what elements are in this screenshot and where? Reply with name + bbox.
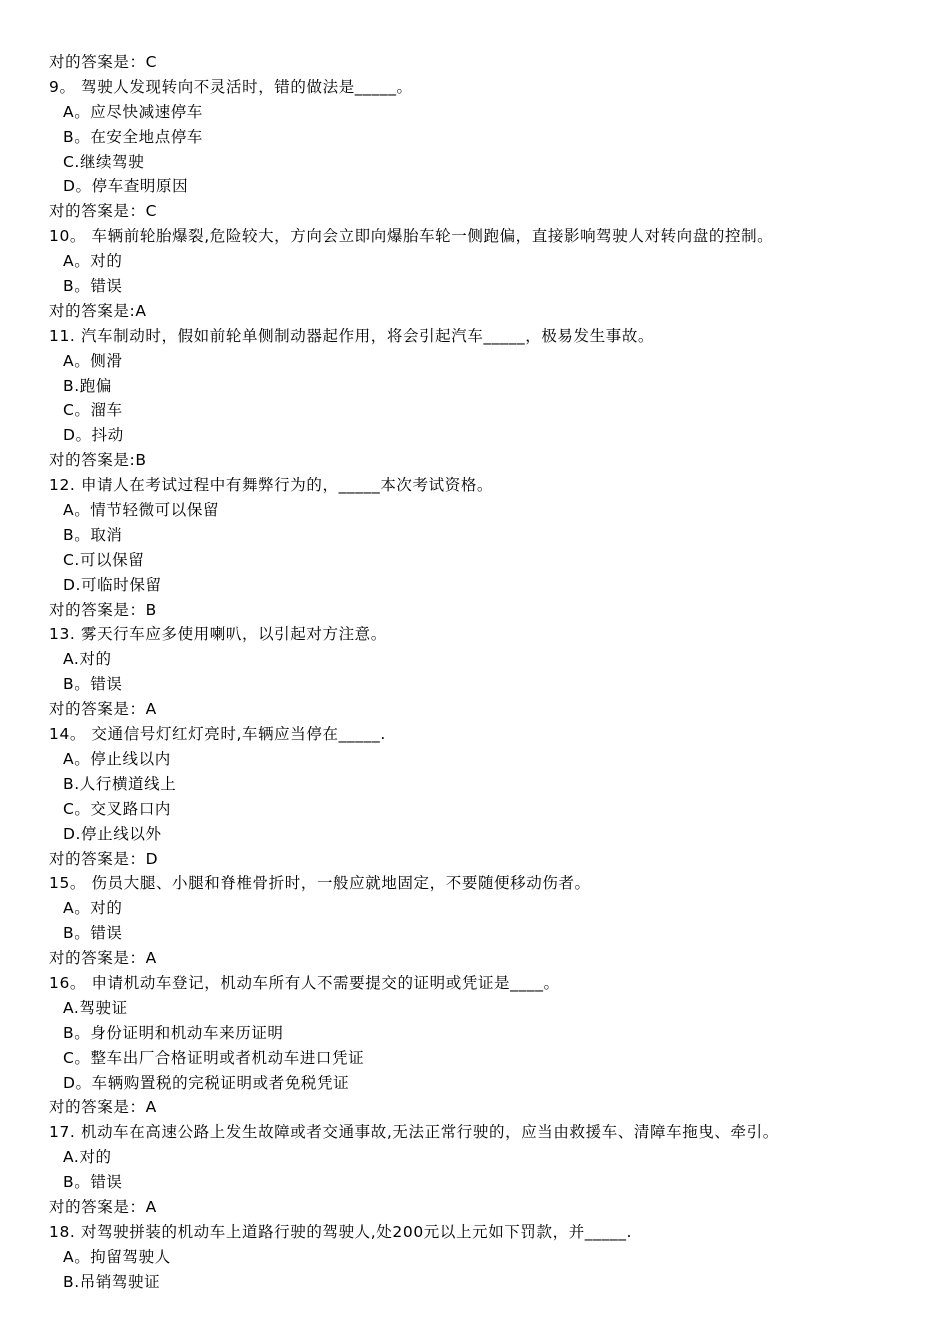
option-line: C.可以保留 (63, 550, 145, 569)
option-line: D。抖动 (63, 426, 124, 445)
question-line: 11. 汽车制动时，假如前轮单侧制动器起作用，将会引起汽车_____，极易发生事故。 (49, 326, 655, 345)
quiz-content (49, 50, 909, 1295)
option-line: D。停车查明原因 (63, 177, 189, 196)
option-line: D.可临时保留 (63, 575, 162, 594)
answer-line: 对的答案是:B (49, 451, 147, 470)
option-line: A。停止线以内 (63, 749, 171, 768)
option-line: B。在安全地点停车 (63, 127, 204, 146)
option-line: B。取消 (63, 525, 123, 544)
option-line: A.对的 (63, 650, 112, 669)
question-line: 12. 申请人在考试过程中有舞弊行为的，_____本次考试资格。 (49, 476, 494, 495)
option-line: B。错误 (63, 277, 123, 296)
question-line: 10。 车辆前轮胎爆裂,危险较大，方向会立即向爆胎车轮一侧跑偏，直接影响驾驶人对转向盘的控制。 (49, 227, 774, 246)
option-line: A。侧滑 (63, 351, 123, 370)
question-line: 9。 驾驶人发现转向不灵活时，错的做法是_____。 (49, 77, 413, 96)
option-line: B。错误 (63, 1173, 123, 1192)
option-line: B。错误 (63, 675, 123, 694)
option-line: A。应尽快减速停车 (63, 102, 204, 121)
question-line: 15。 伤员大腿、小腿和脊椎骨折时，一般应就地固定，不要随便移动伤者。 (49, 874, 591, 893)
option-line: C.继续驾驶 (63, 152, 145, 171)
option-line: A。对的 (63, 899, 123, 918)
answer-line: 对的答案是：C (49, 202, 158, 221)
question-line: 18. 对驾驶拼装的机动车上道路行驶的驾驶人,处200元以上元如下罚款，并_____. (49, 1222, 633, 1241)
option-line: C。交叉路口内 (63, 799, 172, 818)
option-line: A.对的 (63, 1148, 112, 1167)
option-line: B。错误 (63, 924, 123, 943)
answer-line: 对的答案是：A (49, 949, 157, 968)
option-line: A。情节轻微可以保留 (63, 501, 220, 520)
answer-line: 对的答案是：A (49, 1098, 157, 1117)
question-line: 16。 申请机动车登记，机动车所有人不需要提交的证明或凭证是____。 (49, 973, 560, 992)
option-line: A.驾驶证 (63, 998, 128, 1017)
question-line: 14。 交通信号灯红灯亮时,车辆应当停在_____. (49, 725, 386, 744)
option-line: B.人行横道线上 (63, 774, 177, 793)
option-line: B。身份证明和机动车来历证明 (63, 1023, 284, 1042)
option-line: A。对的 (63, 252, 123, 271)
option-line: B.吊销驾驶证 (63, 1272, 161, 1291)
answer-line: 对的答案是：A (49, 1197, 157, 1216)
question-line: 13. 雾天行车应多使用喇叭，以引起对方注意。 (49, 625, 387, 644)
answer-line: 对的答案是：C (49, 53, 158, 71)
answer-line: 对的答案是：A (49, 700, 157, 719)
option-line: D。车辆购置税的完税证明或者免税凭证 (63, 1073, 350, 1092)
option-line: B.跑偏 (63, 376, 112, 395)
option-line: C。溜车 (63, 401, 123, 420)
option-line: A。拘留驾驶人 (63, 1247, 171, 1266)
answer-line: 对的答案是:A (49, 301, 147, 320)
option-line: C。整车出厂合格证明或者机动车进口凭证 (63, 1048, 365, 1067)
question-line: 17. 机动车在高速公路上发生故障或者交通事故,无法正常行驶的，应当由救援车、清障车拖曳、牵引。 (49, 1123, 779, 1142)
option-line: D.停止线以外 (63, 824, 162, 843)
answer-line: 对的答案是：D (49, 849, 159, 868)
answer-line: 对的答案是：B (49, 600, 157, 619)
